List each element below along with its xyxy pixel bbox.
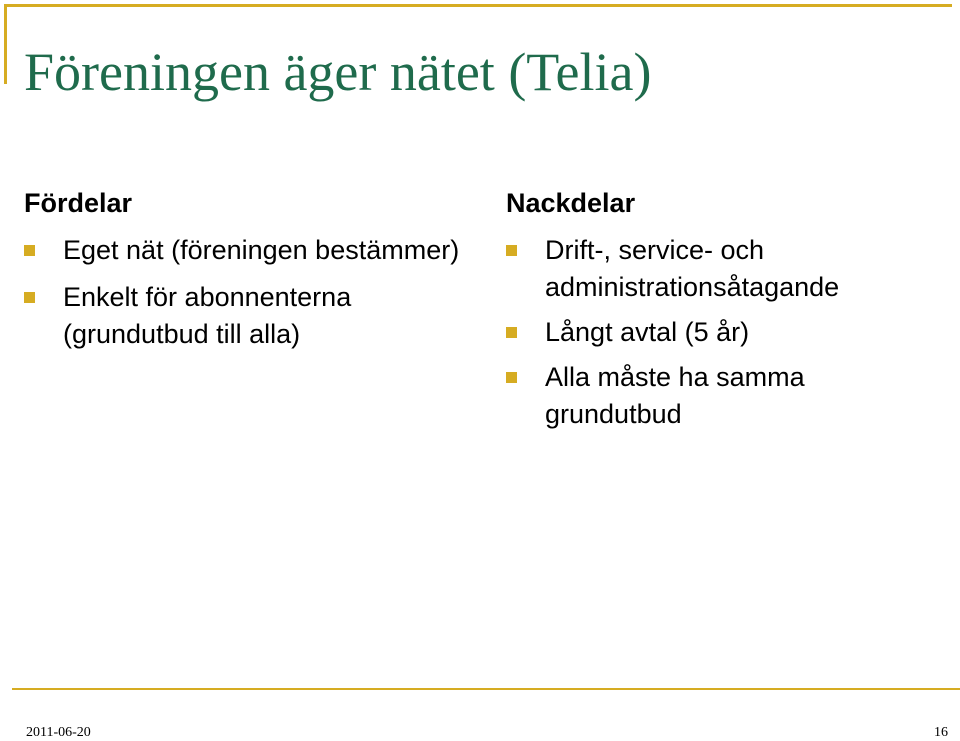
- square-bullet-icon: [24, 245, 35, 256]
- advantage-item-text: Enkelt för abonnenterna (grundutbud till alla): [63, 282, 352, 350]
- left-frame-line: [4, 4, 7, 84]
- square-bullet-icon: [506, 245, 517, 256]
- advantage-item-text: Eget nät (föreningen bestämmer): [63, 235, 460, 266]
- square-bullet-icon: [24, 292, 35, 303]
- disadvantages-heading: Nackdelar: [506, 188, 636, 218]
- advantage-item: [24, 232, 464, 269]
- disadvantage-item-text: Drift-, service- och administrationsåtagande: [545, 235, 840, 303]
- advantages-list: [24, 232, 464, 353]
- disadvantage-item-text: Alla måste ha samma grundutbud: [545, 362, 805, 430]
- disadvantage-item: [506, 232, 946, 306]
- slide-title: Föreningen äger nätet (Telia): [24, 42, 652, 102]
- advantages-heading: Fördelar: [24, 188, 133, 218]
- advantages-column: [24, 188, 464, 363]
- page-number: 16: [934, 725, 948, 740]
- disadvantages-column: [506, 188, 946, 441]
- footer-divider: [12, 688, 960, 690]
- square-bullet-icon: [506, 327, 517, 338]
- advantage-item: [24, 279, 464, 353]
- disadvantage-item: [506, 314, 946, 351]
- disadvantage-item: [506, 359, 946, 433]
- footer-date: 2011-06-20: [26, 725, 91, 740]
- square-bullet-icon: [506, 372, 517, 383]
- top-frame-line: [4, 4, 952, 7]
- disadvantage-item-text: Långt avtal (5 år): [545, 317, 750, 348]
- disadvantages-list: [506, 232, 946, 433]
